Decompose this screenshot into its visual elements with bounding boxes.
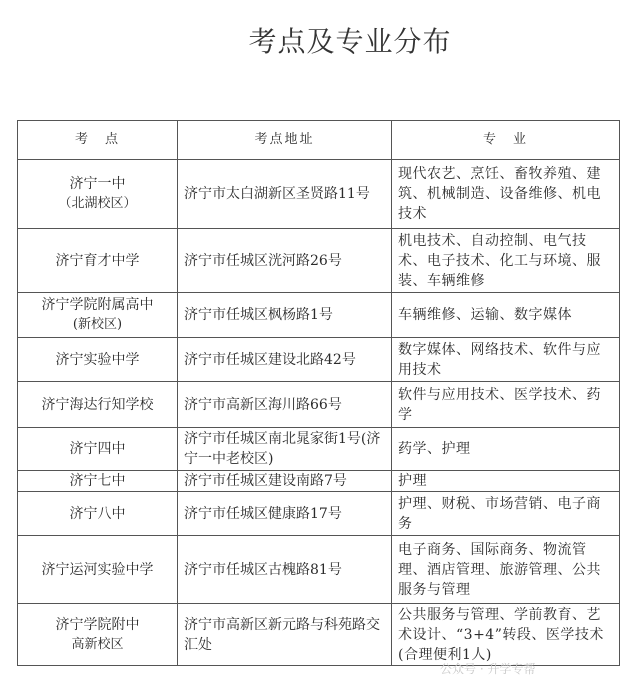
cell-majors: 数字媒体、网络技术、软件与应用技术 <box>392 338 620 382</box>
cell-site-address: 济宁市高新区新元路与科苑路交汇处 <box>178 604 392 666</box>
table-row <box>18 536 620 604</box>
table-row <box>18 293 620 338</box>
cell-exam-site <box>18 293 178 338</box>
exam-site-name: 济宁四中 <box>69 441 126 457</box>
cell-majors: 药学、护理 <box>392 428 620 471</box>
page-title: 考点及专业分布 <box>248 25 452 58</box>
cell-site-address: 济宁市任城区古槐路81号 <box>178 536 392 604</box>
cell-site-address: 济宁市任城区枫杨路1号 <box>178 293 392 338</box>
cell-majors: 护理 <box>392 471 620 492</box>
cell-site-address: 济宁市太白湖新区圣贤路11号 <box>178 160 392 229</box>
cell-site-address: 济宁市任城区南北晁家街1号(济宁一中老校区) <box>178 428 392 471</box>
cell-exam-site <box>18 471 178 492</box>
table-row <box>18 338 620 382</box>
table-row <box>18 492 620 536</box>
header-site-address: 考点地址 <box>178 121 392 160</box>
exam-site-name: 济宁八中 <box>69 505 126 522</box>
header-exam-site: 考 点 <box>18 121 178 160</box>
cell-site-address: 济宁市高新区海川路66号 <box>178 382 392 428</box>
exam-site-campus: 高新校区 <box>71 636 124 652</box>
cell-majors: 电子商务、国际商务、物流管理、酒店管理、旅游管理、公共服务与管理 <box>392 536 620 604</box>
cell-site-address: 济宁市任城区建设北路42号 <box>178 338 392 382</box>
cell-exam-site <box>18 428 178 471</box>
cell-site-address: 济宁市任城区洸河路26号 <box>178 229 392 293</box>
cell-majors: 护理、财税、市场营销、电子商务 <box>392 492 620 536</box>
cell-exam-site <box>18 382 178 428</box>
watermark: 公众号 · 升学专帮 <box>440 662 536 676</box>
cell-majors: 公共服务与管理、学前教育、艺术设计、“3+4”转段、医学技术(合理便利1人) <box>392 604 620 666</box>
cell-exam-site <box>18 536 178 604</box>
table-row <box>18 428 620 471</box>
cell-site-address: 济宁市任城区健康路17号 <box>178 492 392 536</box>
cell-exam-site <box>18 160 178 229</box>
cell-majors: 现代农艺、烹饪、畜牧养殖、建筑、机械制造、设备维修、机电技术 <box>392 160 620 229</box>
cell-exam-site <box>18 338 178 382</box>
table-row <box>18 160 620 229</box>
cell-exam-site <box>18 604 178 666</box>
exam-site-name: 济宁学院附属高中 <box>41 297 154 313</box>
exam-site-name: 济宁运河实验中学 <box>41 561 154 578</box>
header-majors: 专 业 <box>392 121 620 160</box>
exam-site-name: 济宁育才中学 <box>55 252 140 269</box>
exam-site-name: 济宁海达行知学校 <box>41 396 154 413</box>
cell-majors: 车辆维修、运输、数字媒体 <box>392 293 620 338</box>
exam-site-campus: (新校区) <box>72 317 123 332</box>
table-row <box>18 471 620 492</box>
cell-site-address: 济宁市任城区建设南路7号 <box>178 471 392 492</box>
cell-exam-site <box>18 229 178 293</box>
exam-site-name: 济宁一中 <box>69 176 126 192</box>
exam-site-distribution-table <box>17 120 620 666</box>
cell-majors: 机电技术、自动控制、电气技术、电子技术、化工与环境、服装、车辆维修 <box>392 229 620 293</box>
table-row <box>18 229 620 293</box>
table-row <box>18 604 620 666</box>
table-row <box>18 382 620 428</box>
exam-site-name: 济宁七中 <box>69 473 126 489</box>
exam-site-campus: （北湖校区） <box>58 196 137 211</box>
table-header-row <box>18 121 620 160</box>
cell-majors: 软件与应用技术、医学技术、药学 <box>392 382 620 428</box>
cell-exam-site <box>18 492 178 536</box>
exam-site-name: 济宁学院附中 <box>55 616 140 633</box>
exam-site-name: 济宁实验中学 <box>55 351 140 368</box>
